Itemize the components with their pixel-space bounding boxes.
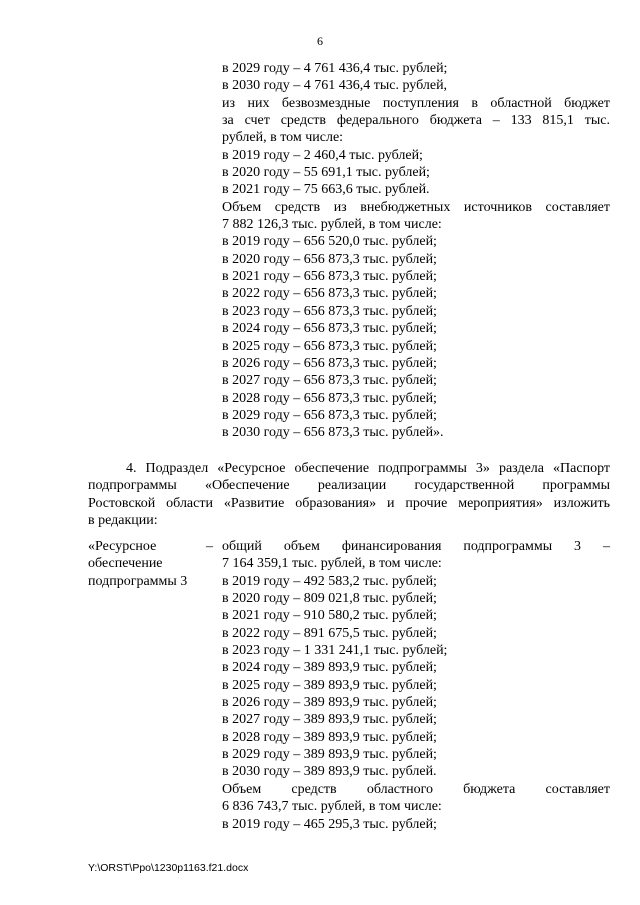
text-line: из них безвозмездные поступления в областной бюджет (222, 95, 610, 111)
text-line: в 2029 году – 389 893,9 тыс. рублей; (222, 747, 437, 763)
text-line: в 2024 году – 389 893,9 тыс. рублей; (222, 660, 437, 676)
text-line: в редакции: (88, 513, 158, 529)
text-line: Объем средств областного бюджета составляет (222, 781, 610, 797)
text-line: в 2030 году – 389 893,9 тыс. рублей. (222, 764, 437, 780)
text-line: в 2028 году – 656 873,3 тыс. рублей; (222, 390, 437, 406)
text-line: в 2029 году – 4 761 436,4 тыс. рублей; (222, 61, 448, 76)
text-line: в 2023 году – 656 873,3 тыс. рублей; (222, 303, 437, 319)
text-line: в 2019 году – 656 520,0 тыс. рублей; (222, 234, 437, 250)
page-number: 6 (317, 34, 323, 48)
label-line: «Ресурсное (88, 539, 157, 554)
text-line: в 2021 году – 75 663,6 тыс. рублей. (222, 182, 430, 198)
text-line: 6 836 743,7 тыс. рублей, в том числе: (222, 799, 442, 815)
label-line: обеспечение (88, 556, 163, 572)
passport-dash: – (206, 539, 213, 554)
text-line: в 2026 году – 656 873,3 тыс. рублей; (222, 355, 437, 371)
text-line: в 2022 году – 656 873,3 тыс. рублей; (222, 286, 437, 302)
text-line: 4. Подраздел «Ресурсное обеспечение подпрограммы 3» раздела «Паспорт (126, 461, 610, 476)
text-line: в 2027 году – 656 873,3 тыс. рублей; (222, 373, 437, 389)
text-line: в 2019 году – 465 295,3 тыс. рублей; (222, 816, 437, 832)
text-line: в 2021 году – 910 580,2 тыс. рублей; (222, 608, 437, 624)
text-line: 7 164 359,1 тыс. рублей, в том числе: (222, 556, 442, 572)
text-line: в 2029 году – 656 873,3 тыс. рублей; (222, 407, 437, 423)
text-line: в 2024 году – 656 873,3 тыс. рублей; (222, 321, 437, 337)
file-path-footer: Y:\ORST\Ppo\1230p1163.f21.docx (88, 862, 249, 874)
text-line: 7 882 126,3 тыс. рублей, в том числе: (222, 217, 442, 233)
text-line: в 2019 году – 2 460,4 тыс. рублей; (222, 147, 423, 163)
text-line: в 2025 году – 656 873,3 тыс. рублей; (222, 338, 437, 354)
passport-label (88, 538, 206, 590)
text-line: рублей, в том числе: (222, 130, 344, 146)
text-line: в 2020 году – 656 873,3 тыс. рублей; (222, 251, 437, 267)
funding-continuation-block (222, 60, 610, 442)
text-line: в 2027 году – 389 893,9 тыс. рублей; (222, 712, 437, 728)
text-line: в 2021 году – 656 873,3 тыс. рублей; (222, 269, 437, 285)
text-line: за счет средств федерального бюджета – 133 815,1 тыс. (222, 113, 610, 129)
text-line: в 2026 году – 389 893,9 тыс. рублей; (222, 695, 437, 711)
text-line: в 2030 году – 656 873,3 тыс. рублей». (222, 425, 444, 441)
text-line: в 2020 году – 809 021,8 тыс. рублей; (222, 591, 437, 607)
text-line: в 2019 году – 492 583,2 тыс. рублей; (222, 573, 437, 589)
text-line: Объем средств из внебюджетных источников составляет (222, 199, 610, 215)
text-line: в 2028 году – 389 893,9 тыс. рублей; (222, 729, 437, 745)
section-4-paragraph (88, 460, 610, 529)
label-line: подпрограммы 3 (88, 573, 188, 589)
text-line: в 2025 году – 389 893,9 тыс. рублей; (222, 677, 437, 693)
text-line: в 2023 году – 1 331 241,1 тыс. рублей; (222, 643, 448, 659)
text-line: подпрограммы «Обеспечение реализации государственной программы (88, 478, 610, 494)
text-line: в 2020 году – 55 691,1 тыс. рублей; (222, 165, 430, 181)
text-line: в 2022 году – 891 675,5 тыс. рублей; (222, 625, 437, 641)
passport-funding-block (222, 538, 610, 833)
text-line: в 2030 году – 4 761 436,4 тыс. рублей, (222, 78, 448, 94)
text-line: общий объем финансирования подпрограммы 3 – (222, 539, 610, 554)
text-line: Ростовской области «Развитие образования» и прочие мероприятия» изложить (88, 495, 610, 511)
